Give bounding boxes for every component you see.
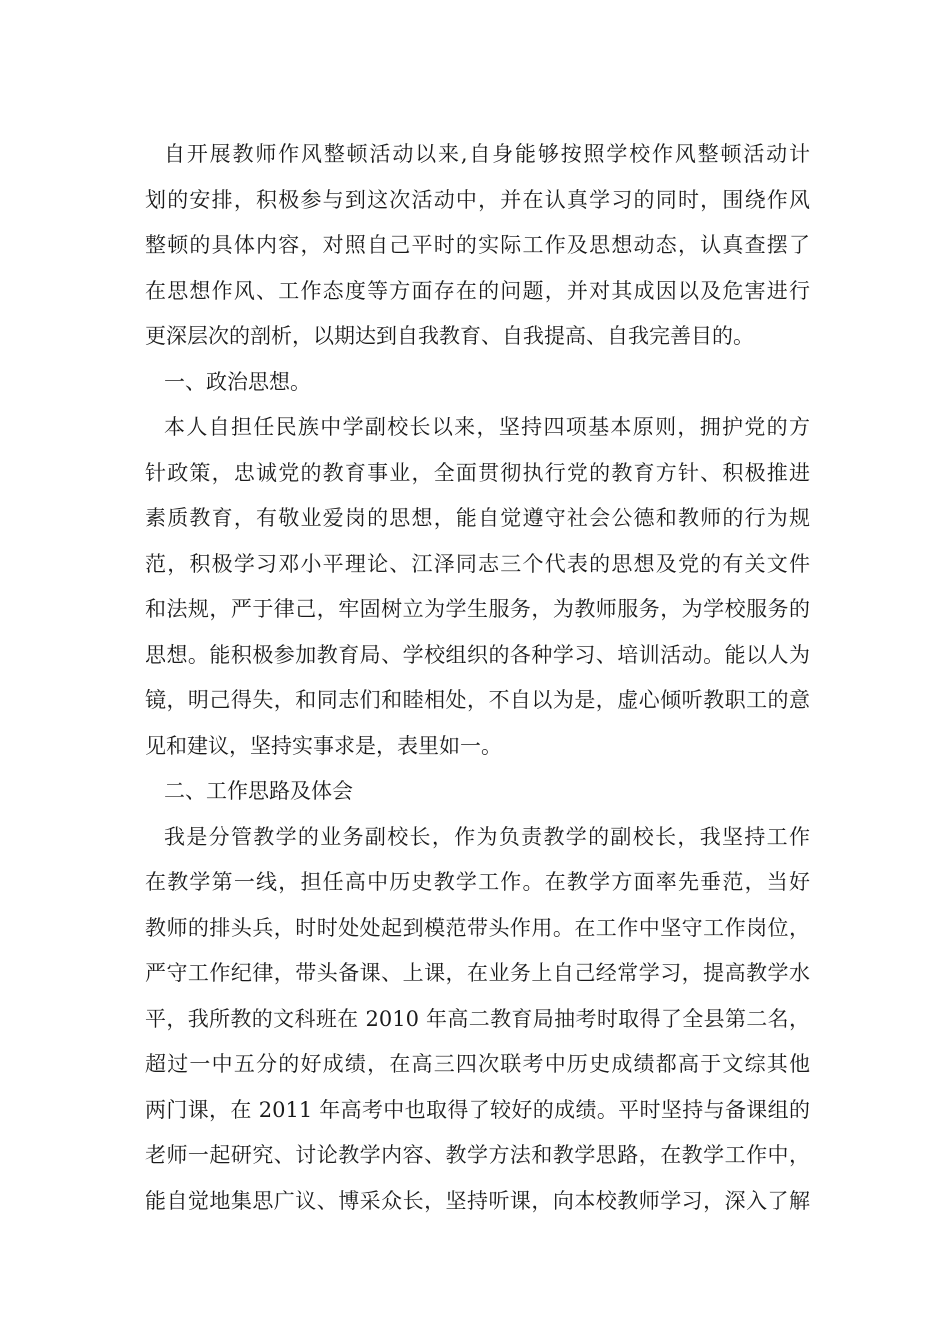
text-line: 针政策，忠诚党的教育事业，全面贯彻执行党的教育方针、积极推进 [145, 460, 810, 485]
text-line: 整顿的具体内容，对照自己平时的实际工作及思想动态，认真查摆了 [145, 233, 810, 257]
text-line: 本人自担任民族中学副校长以来，坚持四项基本原则，拥护党的方 [164, 415, 810, 439]
text-line: 严守工作纪律，带头备课、上课，在业务上自己经常学习，提高教学水 [145, 961, 810, 985]
text-line: 能自觉地集思广议、博采众长，坚持听课，向本校教师学习，深入了解 [145, 1188, 810, 1213]
text-line: 范，积极学习邓小平理论、江泽同志三个代表的思想及党的有关文件 [145, 551, 810, 576]
text-line: 老师一起研究、讨论教学内容、教学方法和教学思路，在教学工作中， [145, 1143, 810, 1167]
text-line: 平，我所教的文科班在 2010 年高二教育局抽考时取得了全县第二名， [145, 1006, 810, 1031]
text-line: 我是分管教学的业务副校长，作为负责教学的副校长，我坚持工作 [164, 824, 810, 849]
text-line: 和法规，严于律己，牢固树立为学生服务，为教师服务，为学校服务的 [145, 597, 810, 621]
text-line: 超过一中五分的好成绩，在高三四次联考中历史成绩都高于文综其他 [145, 1052, 810, 1076]
text-line: 在教学第一线，担任高中历史教学工作。在教学方面率先垂范，当好 [145, 870, 810, 894]
text-line: 两门课，在 2011 年高考中也取得了较好的成绩。平时坚持与备课组的 [145, 1097, 810, 1122]
text-line: 镜，明己得失，和同志们和睦相处，不自以为是，虚心倾听教职工的意 [145, 688, 810, 712]
text-line: 思想。能积极参加教育局、学校组织的各种学习、培训活动。能以人为 [145, 642, 810, 667]
text-line: 更深层次的剖析，以期达到自我教育、自我提高、自我完善目的。 [145, 324, 754, 348]
document-body [145, 132, 810, 1224]
text-line: 素质教育，有敬业爱岗的思想，能自觉遵守社会公德和教师的行为规 [145, 506, 810, 530]
text-line: 二、工作思路及体会 [164, 779, 353, 803]
text-line: 见和建议，坚持实事求是，表里如一。 [145, 733, 502, 758]
text-line: 自开展教师作风整顿活动以来,自身能够按照学校作风整顿活动计 [164, 142, 810, 166]
text-line: 划的安排，积极参与到这次活动中，并在认真学习的同时，围绕作风 [145, 187, 810, 212]
text-line: 一、政治思想。 [164, 369, 311, 394]
text-line: 在思想作风、工作态度等方面存在的问题，并对其成因以及危害进行 [145, 278, 810, 303]
text-line: 教师的排头兵，时时处处起到模范带头作用。在工作中坚守工作岗位， [145, 915, 810, 940]
